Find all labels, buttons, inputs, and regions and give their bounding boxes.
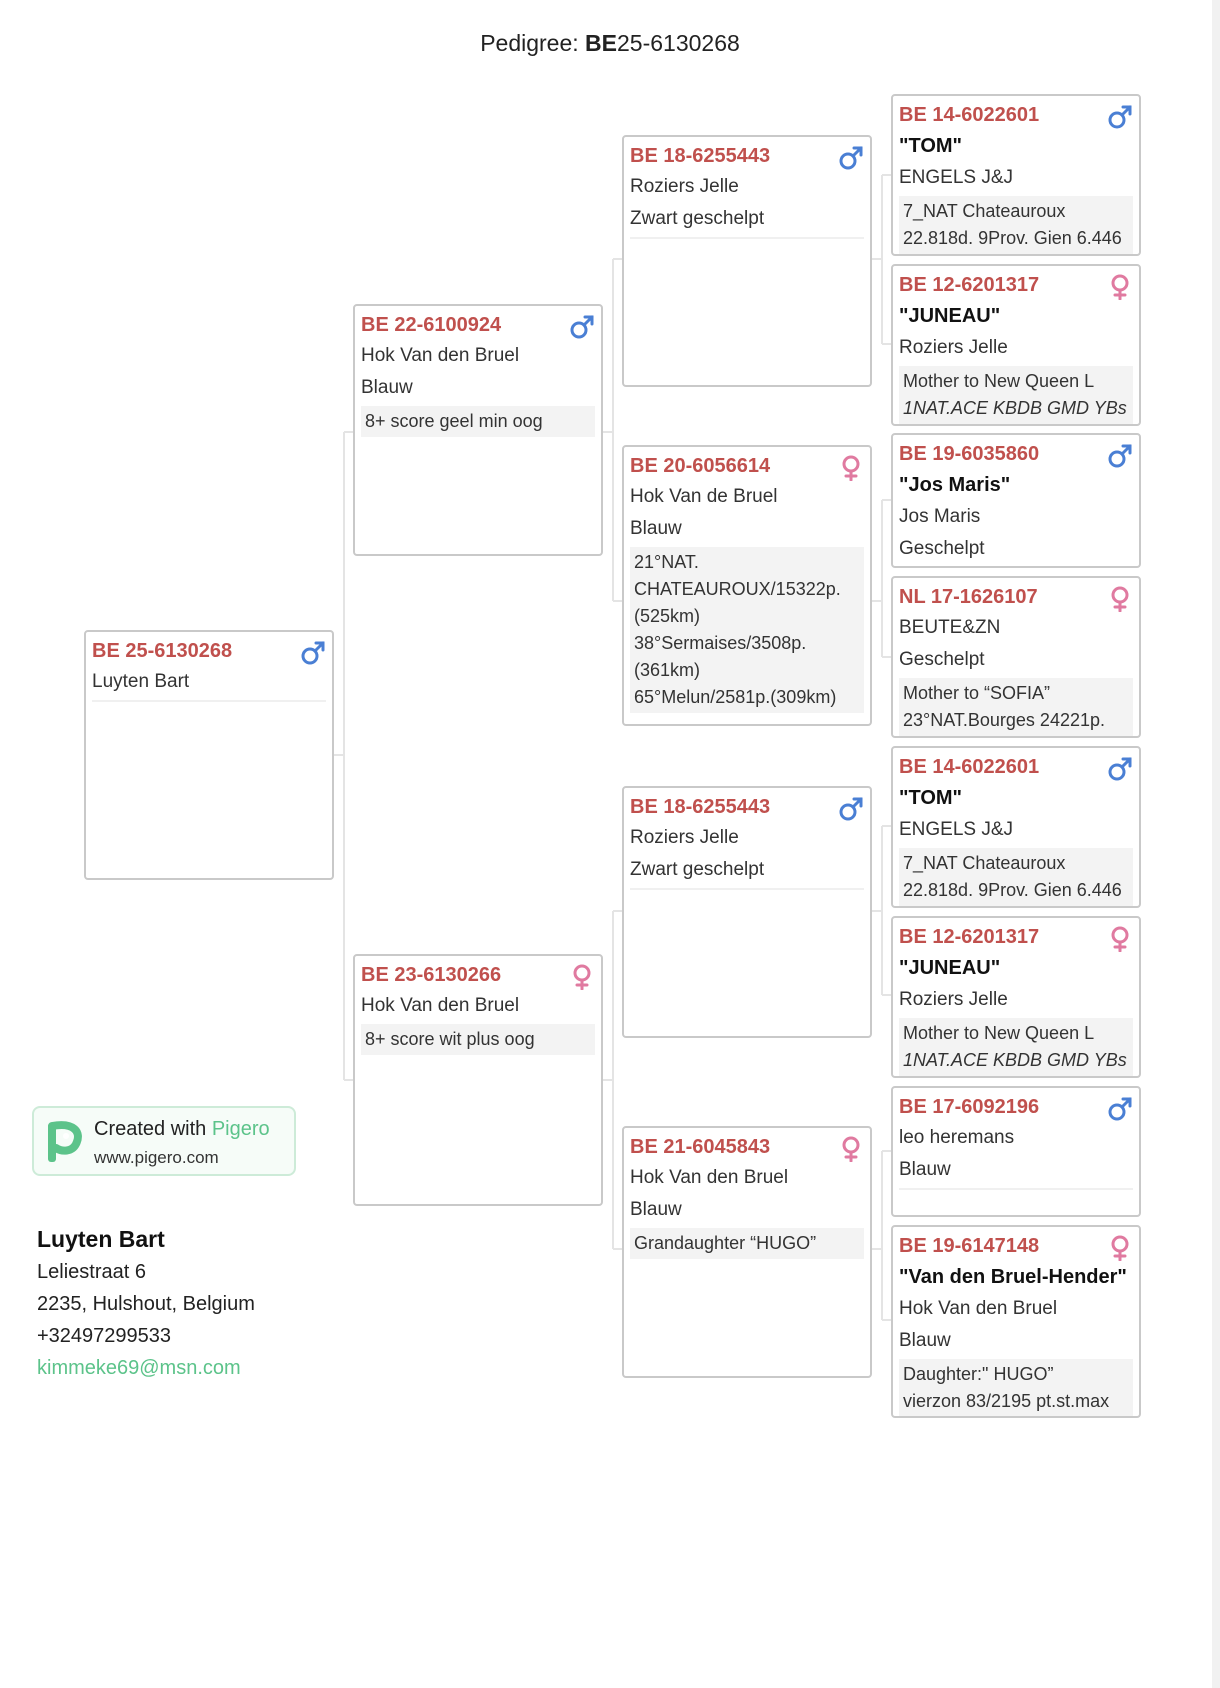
ring-number: BE 14-6022601 <box>899 104 1040 126</box>
pigeon-info-line: Blauw <box>899 1330 951 1351</box>
pigeon-info-line: Roziers Jelle <box>899 989 1008 1010</box>
page-title: Pedigree: BE25-6130268 <box>480 30 740 56</box>
pigeon-info-line: Luyten Bart <box>92 671 190 692</box>
pigeon-notes <box>899 1018 1133 1076</box>
pigeon-card-ssd[interactable] <box>891 264 1141 426</box>
owner-street: Leliestraat 6 <box>37 1261 146 1283</box>
female-symbol-icon <box>569 964 595 990</box>
pigeon-card-sdd[interactable] <box>891 576 1141 738</box>
pigeon-card-ss[interactable] <box>622 135 872 387</box>
ring-number: BE 18-6255443 <box>630 145 771 167</box>
female-symbol-icon <box>1107 926 1133 952</box>
note-line: 1NAT.ACE KBDB GMD YBs <box>903 1050 1127 1070</box>
pigeon-info-line: Roziers Jelle <box>899 337 1008 358</box>
pigeon-info-line: Hok Van de Bruel <box>630 486 778 507</box>
ring-number: BE 12-6201317 <box>899 274 1040 296</box>
pigeon-info-line: Jos Maris <box>899 506 981 527</box>
note-line: Mother to New Queen L <box>903 371 1095 391</box>
pigeon-info-line: leo heremans <box>899 1127 1015 1148</box>
pigeon-name: "JUNEAU" <box>899 305 1001 327</box>
owner-name: Luyten Bart <box>37 1226 165 1252</box>
ring-number: BE 12-6201317 <box>899 926 1040 948</box>
ring-number: BE 19-6147148 <box>899 1235 1040 1257</box>
pigeon-name: "Jos Maris" <box>899 474 1011 496</box>
pigeon-card-dd[interactable] <box>622 1126 872 1378</box>
note-line: Daughter:" HUGO” <box>903 1364 1054 1384</box>
ring-number: BE 20-6056614 <box>630 455 771 477</box>
female-symbol-icon <box>838 1136 864 1162</box>
card-divider <box>899 1188 1133 1190</box>
pigeon-info-line: Blauw <box>630 1199 682 1220</box>
pigeon-card-ds[interactable] <box>622 786 872 1038</box>
note-line: 22.818d. 9Prov. Gien 6.446 <box>903 228 1122 248</box>
ring-number: BE 23-6130266 <box>361 964 502 986</box>
pigero-url[interactable]: www.pigero.com <box>94 1148 219 1167</box>
pigero-badge[interactable] <box>32 1106 296 1176</box>
pigeon-name: "Van den Bruel-Hender" <box>899 1266 1127 1288</box>
pigeon-card-dss[interactable] <box>891 746 1141 908</box>
note-line: CHATEAUROUX/15322p. <box>634 579 841 599</box>
pigeon-notes <box>899 678 1133 736</box>
note-line: 8+ score geel min oog <box>365 411 543 431</box>
pigeon-card-sds[interactable] <box>891 433 1141 568</box>
note-line: 8+ score wit plus oog <box>365 1029 535 1049</box>
pigeon-card-dsd[interactable] <box>891 916 1141 1078</box>
owner-contact <box>37 1222 255 1384</box>
pigeon-info-line: Blauw <box>630 518 682 539</box>
pigeon-notes <box>630 547 864 713</box>
pigeon-info-line: BEUTE&ZN <box>899 617 1001 638</box>
male-symbol-icon <box>1107 756 1133 782</box>
note-line: 21°NAT. <box>634 552 699 572</box>
pigeon-card-sd[interactable] <box>622 445 872 726</box>
pigeon-name: "TOM" <box>899 787 963 809</box>
male-symbol-icon <box>1107 104 1133 130</box>
pigeon-card-sss[interactable] <box>891 94 1141 256</box>
note-line: vierzon 83/2195 pt.st.max <box>903 1391 1110 1411</box>
pigeon-card-subject[interactable] <box>84 630 334 880</box>
card-divider <box>899 567 1133 568</box>
female-symbol-icon <box>1107 1235 1133 1261</box>
note-line: (361km) <box>634 660 701 680</box>
pigeon-notes <box>899 366 1133 424</box>
male-symbol-icon <box>838 145 864 171</box>
ring-number: BE 22-6100924 <box>361 314 502 336</box>
male-symbol-icon <box>1107 1096 1133 1122</box>
ring-number: BE 25-6130268 <box>92 640 233 662</box>
note-line: 7_NAT Chateauroux <box>903 201 1066 221</box>
female-symbol-icon <box>1107 274 1133 300</box>
note-line: Grandaughter “HUGO” <box>634 1233 817 1253</box>
pigero-logo-icon <box>44 1118 84 1166</box>
pigeon-info-line: Geschelpt <box>899 538 985 559</box>
pigeon-notes <box>361 406 595 437</box>
pigeon-info-line: Roziers Jelle <box>630 176 739 197</box>
female-symbol-icon <box>1107 586 1133 612</box>
note-line: Mother to New Queen L <box>903 1023 1095 1043</box>
note-line: 22.818d. 9Prov. Gien 6.446 <box>903 880 1122 900</box>
male-symbol-icon <box>1107 443 1133 469</box>
owner-email-link[interactable]: kimmeke69@msn.com <box>37 1357 241 1379</box>
ring-number: BE 14-6022601 <box>899 756 1040 778</box>
pigeon-info-line: Hok Van den Bruel <box>630 1167 789 1188</box>
pigeon-notes <box>899 1359 1133 1417</box>
note-line: 7_NAT Chateauroux <box>903 853 1066 873</box>
pigeon-info-line: Geschelpt <box>899 649 985 670</box>
ring-number: BE 17-6092196 <box>899 1096 1040 1118</box>
ring-number: BE 19-6035860 <box>899 443 1040 465</box>
ring-number: BE 18-6255443 <box>630 796 771 818</box>
ring-number: NL 17-1626107 <box>899 586 1038 608</box>
pigeon-notes <box>361 1024 595 1055</box>
pigeon-notes <box>899 848 1133 906</box>
note-line: (525km) <box>634 606 701 626</box>
male-symbol-icon <box>838 796 864 822</box>
pigeon-card-dam[interactable] <box>353 954 603 1206</box>
pigeon-info-line: Hok Van den Bruel <box>361 345 520 366</box>
card-divider <box>630 237 864 239</box>
card-divider <box>630 888 864 890</box>
note-line: 65°Melun/2581p.(309km) <box>634 687 837 707</box>
pigeon-info-line: Blauw <box>899 1159 951 1180</box>
pigeon-info-line: ENGELS J&J <box>899 167 1014 188</box>
ring-number: BE 21-6045843 <box>630 1136 771 1158</box>
note-line: 23°NAT.Bourges 24221p. <box>903 710 1105 730</box>
pigeon-info-line: ENGELS J&J <box>899 819 1014 840</box>
card-divider <box>92 700 326 702</box>
pigeon-name: "JUNEAU" <box>899 957 1001 979</box>
note-line: 38°Sermaises/3508p. <box>634 633 807 653</box>
pigeon-card-dds[interactable] <box>891 1086 1141 1217</box>
pigeon-card-ddd[interactable] <box>891 1225 1141 1418</box>
pigeon-info-line: Blauw <box>361 377 413 398</box>
pigeon-info-line: Hok Van den Bruel <box>899 1298 1058 1319</box>
pigeon-info-line: Zwart geschelpt <box>630 859 765 880</box>
pigeon-card-sire[interactable] <box>353 304 603 556</box>
pigeon-notes <box>630 1228 864 1259</box>
female-symbol-icon <box>838 455 864 481</box>
pigeon-info-line: Zwart geschelpt <box>630 208 765 229</box>
male-symbol-icon <box>569 314 595 340</box>
pigeon-name: "TOM" <box>899 135 963 157</box>
note-line: Mother to “SOFIA” <box>903 683 1051 703</box>
pigeon-info-line: Hok Van den Bruel <box>361 995 520 1016</box>
male-symbol-icon <box>300 640 326 666</box>
created-with-text: Created with Pigero <box>94 1118 270 1140</box>
note-line: 1NAT.ACE KBDB GMD YBs <box>903 398 1127 418</box>
pigeon-info-line: Roziers Jelle <box>630 827 739 848</box>
pigeon-notes <box>899 196 1133 254</box>
owner-phone: +32497299533 <box>37 1325 172 1347</box>
owner-city: 2235, Hulshout, Belgium <box>37 1293 255 1315</box>
